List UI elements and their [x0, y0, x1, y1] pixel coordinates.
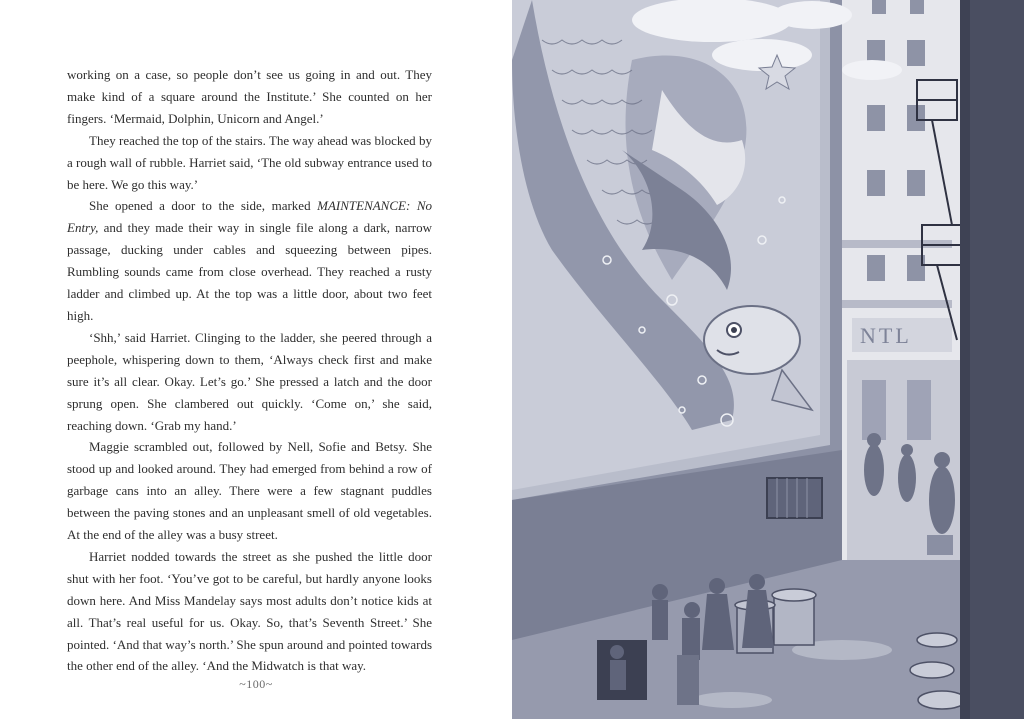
italic-text: MAINTENANCE: No Entry,: [67, 198, 432, 236]
paragraph-text: and they made their way in single file along a dark, narrow passage, ducking under cables and squeezing between pipes. Rumbling sounds came from close overhead. They reached a rusty ladder and climbed up. At the top was a little door, about two feet high.: [67, 220, 432, 323]
wall-vent: [767, 478, 822, 518]
paragraph: Maggie scrambled out, followed by Nell, Sofie and Betsy. She stood up and looked around. They had emerged from behind a row of garbage cans into an alley. There were a few stagnant puddles between the paving stones and an unpleasant smell of old vegetables. At the end of the alley was a busy street.: [67, 439, 432, 543]
mermaid-mural-alley-illustration: [512, 0, 1024, 719]
page-number: ~100~: [239, 677, 273, 691]
illustration-page: [512, 0, 1024, 719]
paragraph: They reached the top of the stairs. The way ahead was blocked by a rough wall of rubble. Harriet said, ‘The old subway entrance used to be here. We go this way.’: [67, 132, 432, 192]
body-text: [67, 64, 432, 677]
building-sign-text: NTL: [860, 323, 912, 348]
paragraph: Harriet nodded towards the street as she pushed the little door shut with her foot. ‘You’ve got to be careful, but hardly anyone looks down here. And Miss Mandelay says most adults don’t notice kids at all. That’s real useful for us. Okay. So, that’s Seventh Street.’ She pointed. ‘And that way’s north.’ She spun around and pointed towards the other end of the alley. ‘And the Midwatch is that way.: [67, 548, 432, 674]
paragraph-text: She opened a door to the side, marked: [89, 198, 318, 214]
paragraph: ‘Shh,’ said Harriet. Clinging to the ladder, she peered through a peephole, whispering down to them, ‘Always check first and make sure it’s all clear. Okay. Let’s go.’ She pressed a latch and the door sprung open. She clambered out quickly. ‘Come on,’ she said, reaching down. ‘Grab my hand.’: [67, 329, 432, 433]
paragraph: working on a case, so people don’t see us going in and out. They make kind of a square around the Institute.’ She counted on her fingers. ‘Mermaid, Dolphin, Unicorn and Angel.’: [67, 67, 432, 126]
paragraph: [67, 195, 432, 326]
